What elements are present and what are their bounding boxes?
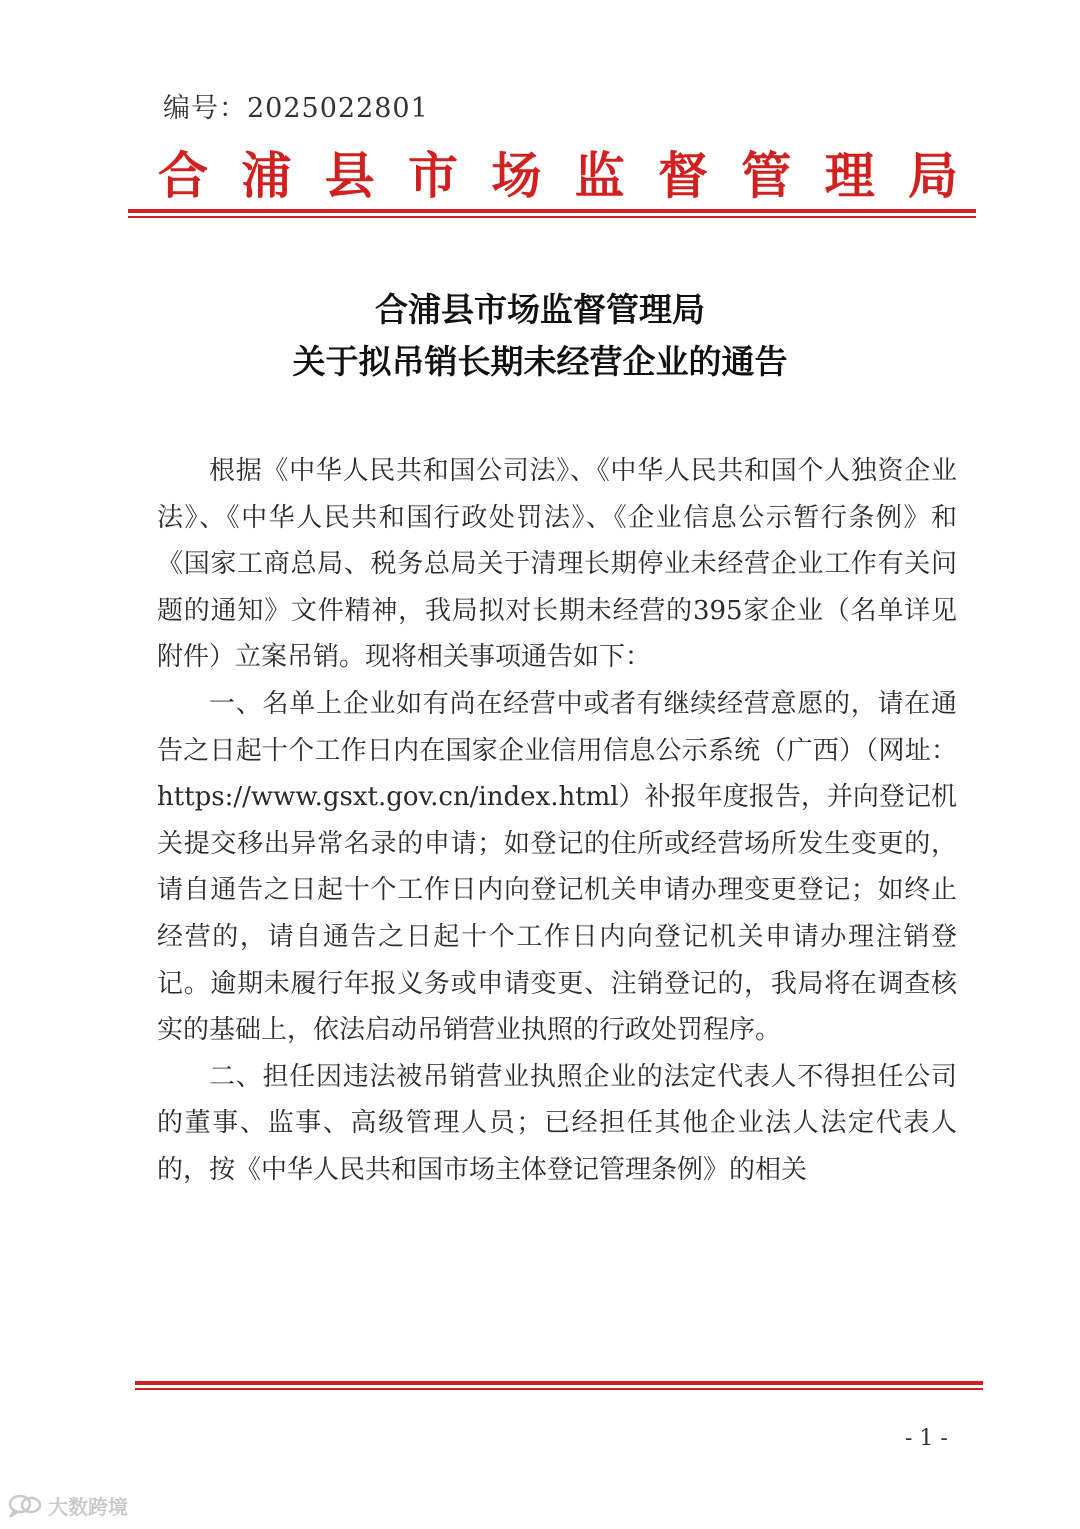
notice-body [157,448,957,1194]
issuer-char: 督 [657,147,708,205]
body-paragraph: 一、名单上企业如有尚在经营中或者有继续经营意愿的，请在通告之日起十个工作日内在国家企业信用信息公示系统（广西）（网址：https://www.gsxt.gov.cn/index.html）补报年度报告，并向登记机关提交移出异常名录的申请；如登记的住所或经营场所发生变更的，请自通告之日起十个工作日内向登记机关申请办理变更登记；如终止经营的，请自通告之日起十个工作日内向登记机关申请办理注销登记。逾期未履行年报义务或申请变更、注销登记的，我局将在调查核实的基础上，依法启动吊销营业执照的行政处罚程序。 [157,688,957,1046]
issuer-char: 县 [324,147,375,205]
header-divider [128,209,976,218]
body-paragraph: 二、担任因违法被吊销营业执照企业的法定代表人不得担任公司的董事、监事、高级管理人员；已经担任其他企业法人法定代表人的，按《中华人民共和国市场主体登记管理条例》的相关 [157,1061,957,1185]
issuer-char: 管 [741,147,792,205]
body-paragraph: 根据《中华人民共和国公司法》、《中华人民共和国个人独资企业法》、《中华人民共和国行政处罚法》、《企业信息公示暂行条例》和《国家工商总局、税务总局关于清理长期停业未经营企业工作有关问题的通知》文件精神，我局拟对长期未经营的395家企业（名单详见附件）立案吊销。现将相关事项通告如下： [157,456,957,673]
issuer-char: 局 [907,147,958,205]
notice-title [100,284,980,388]
watermark-text: 大数跨境 [48,1494,128,1519]
issuer-char: 理 [824,147,875,205]
issuer-char: 合 [158,147,208,205]
issuer-char: 市 [407,147,458,205]
issuer-char: 浦 [241,147,292,205]
page-number: - 1 - [905,1426,948,1451]
notice-title-line2: 关于拟吊销长期未经营企业的通告 [292,342,788,381]
document-number: 编号：2025022801 [163,93,429,124]
issuer-char: 场 [491,147,542,205]
issuer-heading [158,140,958,204]
watermark [8,1490,128,1520]
issuer-char: 监 [574,147,625,205]
chat-bubble-icon [8,1493,42,1517]
notice-title-line1: 合浦县市场监督管理局 [375,290,705,329]
footer-divider [135,1381,983,1390]
